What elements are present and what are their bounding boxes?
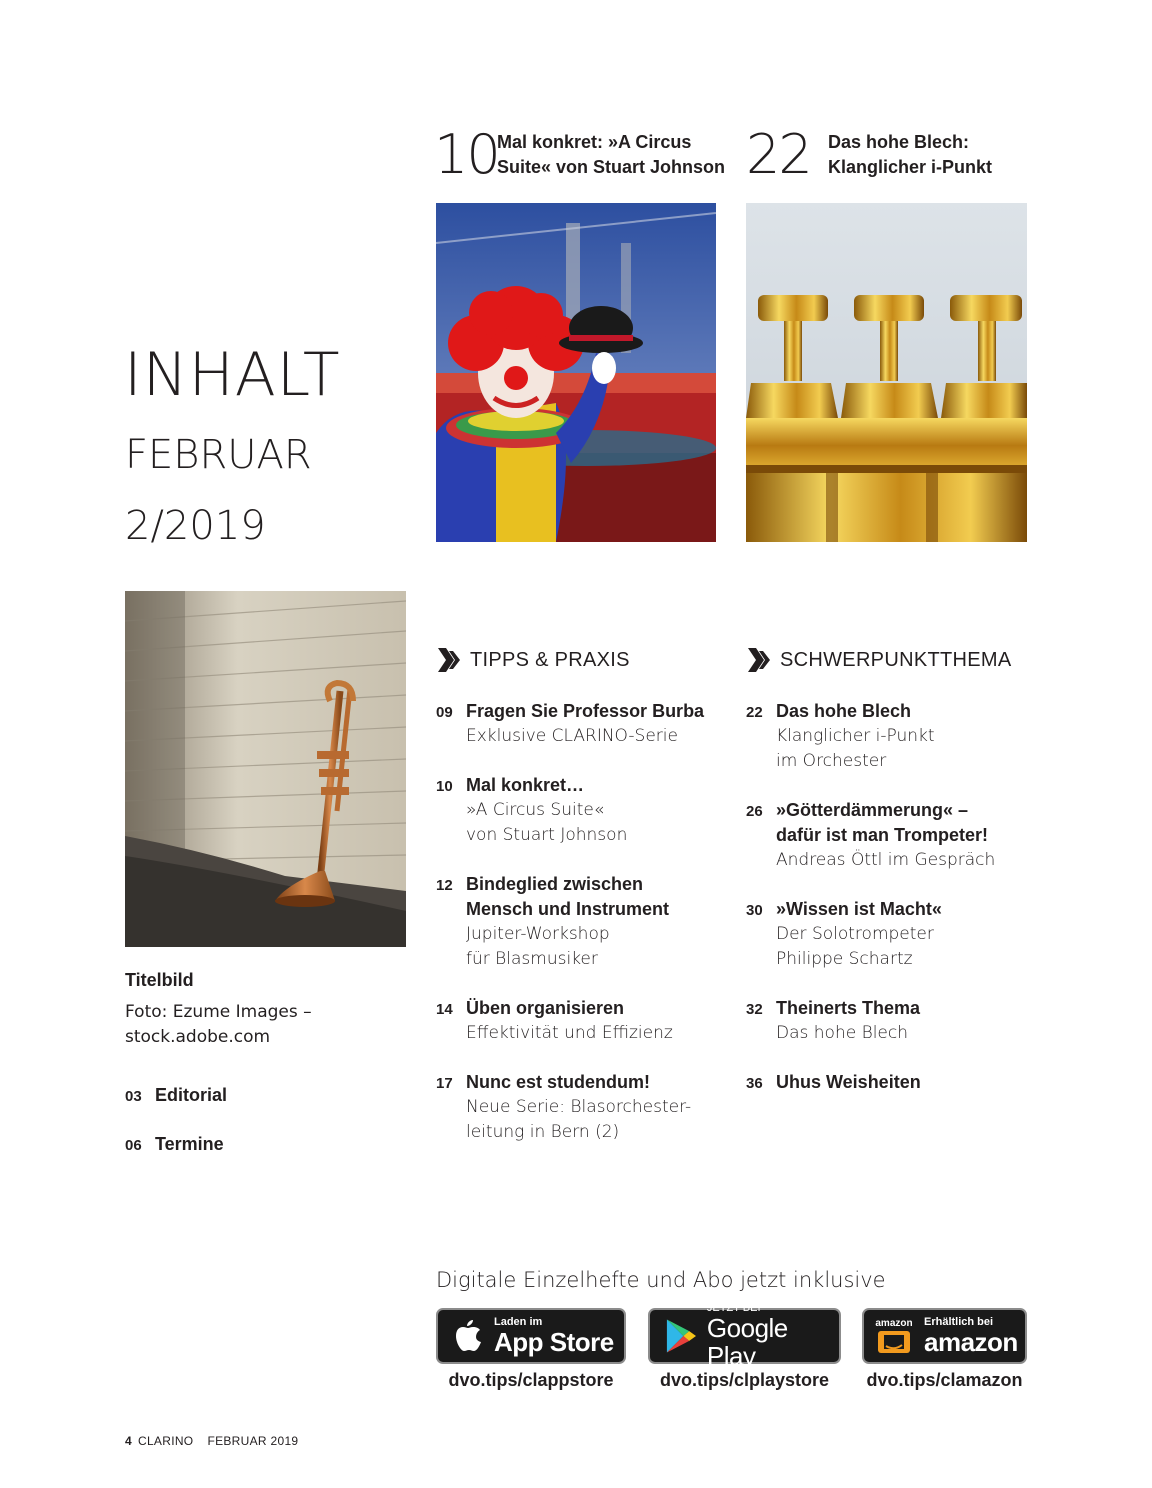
toc-title: Bindeglied zwischen Mensch und Instrument [466,874,670,919]
footer-page-number: 4 [125,1434,132,1448]
toc-page-number: 14 [436,1001,453,1018]
featured-number-10: 10 [434,123,499,186]
featured-number-22: 22 [746,123,811,186]
toc-page-number: 06 [125,1137,142,1154]
issue-number: 2/2019 [125,503,266,549]
digital-headline: Digitale Einzelhefte und Abo jetzt inklusive [436,1268,886,1292]
toc-page-number: 12 [436,877,453,894]
toc-title: Fragen Sie Professor Burba [466,701,705,721]
toc-description: Exklusive CLARINO-Serie [466,726,678,746]
toc-title: Uhus Weisheiten [776,1072,921,1092]
toc-page-number: 26 [746,803,763,820]
toc-page-number: 22 [746,704,763,721]
google-play-link[interactable]: dvo.tips/clplaystore [659,1370,830,1390]
toc-entry[interactable] [436,996,736,1046]
toc-title: »Götterdämmerung« – dafür ist man Trompeter! [776,800,989,845]
store-small-label: Erhältlich bei [924,1316,994,1328]
issue-month: FEBRUAR [125,432,312,478]
toc-description: Effektivität und Effizienz [466,1023,673,1043]
footer-magazine: CLARINO [137,1434,194,1448]
amazon-logo-icon [872,1314,916,1358]
amazon-badge[interactable] [862,1308,1027,1364]
toc-description: »A Circus Suite« von Stuart Johnson [466,800,628,845]
store-big-label: amazon [924,1327,1018,1357]
footer-issue: FEBRUAR 2019 [207,1434,299,1448]
toc-entry[interactable] [436,1070,736,1145]
toc-entry[interactable] [436,773,736,848]
store-small-label: Laden im [494,1316,543,1328]
toc-title: Termine [155,1134,224,1154]
toc-title: Theinerts Thema [776,998,921,1018]
double-chevron-icon [746,646,774,674]
toc-list-tipps [436,699,736,1169]
toc-description: Jupiter-Workshop für Blasmusiker [466,924,610,969]
double-chevron-icon [436,646,464,674]
toc-description: Klanglicher i-Punkt im Orchester [776,726,935,771]
toc-page-number: 36 [746,1075,763,1092]
toc-title: Nunc est studendum! [466,1072,651,1092]
toc-description: Andreas Öttl im Gespräch [776,850,996,870]
toc-description: Neue Serie: Blasorchester- leitung in Bern (2) [466,1097,692,1142]
toc-title: Üben organisieren [466,998,625,1018]
section-heading-schwerpunkt [746,646,1011,674]
page-title: INHALT [124,340,341,410]
cover-caption-credit: Foto: Ezume Images – stock.adobe.com [125,1002,312,1047]
toc-page-number: 30 [746,902,763,919]
page-footer [125,1434,298,1448]
toc-entry[interactable] [436,872,736,972]
toc-title: Das hohe Blech [776,701,912,721]
clown-image[interactable] [436,203,716,542]
app-store-badge[interactable] [436,1308,626,1364]
toc-entry[interactable] [746,996,1046,1046]
toc-entry[interactable] [746,699,1046,774]
toc-title: Editorial [155,1085,228,1105]
section-heading-label: TIPPS & PRAXIS [470,648,630,671]
cover-caption-title: Titelbild [125,970,194,990]
toc-entry[interactable] [746,1070,1046,1096]
store-big-label: App Store [494,1327,614,1357]
google-play-icon [664,1317,699,1355]
toc-page-number: 17 [436,1075,453,1092]
toc-title: Mal konkret… [466,775,585,795]
section-heading-label: SCHWERPUNKTTHEMA [780,648,1012,671]
toc-entry[interactable] [436,699,736,749]
toc-entry[interactable] [746,897,1046,972]
featured-title-blech[interactable]: Das hohe Blech: Klanglicher i-Punkt [828,132,993,177]
amazon-link[interactable]: dvo.tips/clamazon [866,1370,1023,1390]
toc-page-number: 32 [746,1001,763,1018]
toc-title: »Wissen ist Macht« [776,899,942,919]
amazon-brand-label: amazon [875,1317,913,1329]
app-store-link[interactable]: dvo.tips/clappstore [448,1370,614,1390]
cover-image[interactable] [125,591,406,947]
toc-description: Der Solotrompeter Philippe Schartz [776,924,934,969]
toc-description: Das hohe Blech [776,1023,909,1043]
store-big-label: Google Play [706,1313,788,1371]
section-heading-tipps [436,646,630,674]
google-play-badge[interactable] [648,1302,841,1371]
toc-entry[interactable] [746,798,1046,873]
trumpet-valves-image[interactable] [746,203,1027,542]
toc-list-schwerpunkt [746,699,1046,1120]
toc-page-number: 09 [436,704,453,721]
toc-entry-editorial[interactable] [125,1085,227,1106]
featured-title-circus[interactable]: Mal konkret: »A Circus Suite« von Stuart Johnson [497,132,726,177]
toc-entry-termine[interactable] [125,1134,224,1155]
toc-page-number: 03 [125,1088,142,1105]
apple-icon [452,1317,486,1355]
toc-page-number: 10 [436,778,453,795]
store-small-label: JETZT BEI [706,1302,761,1314]
